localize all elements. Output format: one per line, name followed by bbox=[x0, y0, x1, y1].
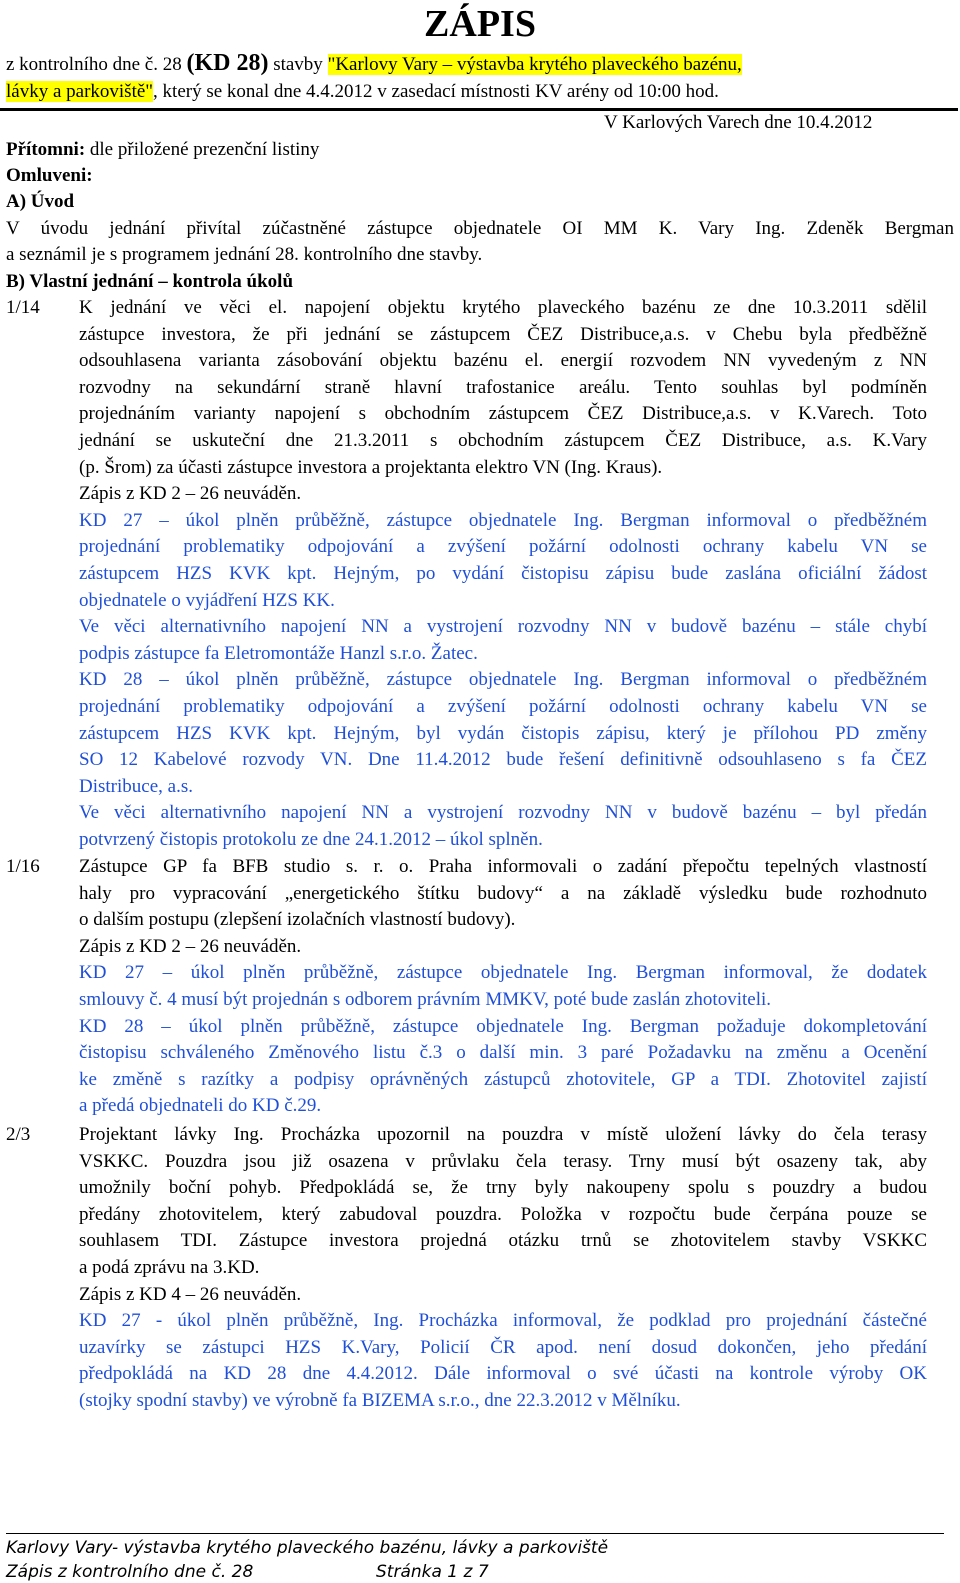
header-stavby: stavby bbox=[268, 54, 328, 75]
item-update-line: Ve věci alternativního napojení NN a vystrojení rozvodny NN v budově bazénu – stále chybí bbox=[79, 616, 927, 638]
intro-line: a seznámil je s programem jednání 28. kontrolního dne stavby. bbox=[6, 244, 483, 265]
section-b-heading: B) Vlastní jednání – kontrola úkolů bbox=[6, 271, 294, 292]
item-text-line: odsouhlasena varianta zásobování objektu bazénu el. energií rozvodem NN vyvedeným z NN bbox=[79, 350, 927, 372]
section-a-heading: A) Úvod bbox=[6, 191, 75, 212]
header-line-2 bbox=[6, 78, 719, 105]
item-update-line: projednání problematiky odpojování a zvýšení požární odolnosti ochrany kabelu VN se bbox=[79, 696, 927, 717]
item-text-line: VSKKC. Pouzdra jsou již osazena v průvlaku čela terasy. Trny musí být osazeny tak, aby bbox=[79, 1150, 927, 1172]
item-text-line: Zápis z KD 4 – 26 neuváděn. bbox=[79, 1283, 302, 1305]
excused-label: Omluveni: bbox=[6, 165, 93, 186]
document-title: ZÁPIS bbox=[424, 3, 536, 45]
item-update-line: podpis zástupce fa Eletromontáže Hanzl s.r.o. Žatec. bbox=[79, 642, 478, 664]
item-text-line: K jednání ve věci el. napojení objektu krytého plaveckého bazénu ze dne 10.3.2011 sdělil bbox=[79, 297, 927, 318]
item-text-line: Zápis z KD 2 – 26 neuváděn. bbox=[79, 483, 302, 505]
present-line bbox=[6, 137, 319, 163]
item-update-line: Ve věci alternativního napojení NN a vystrojení rozvodny NN v budově bazénu – byl předán bbox=[79, 802, 927, 824]
item-update-line: KD 27 - úkol plněn průběžně, Ing. Procházka informoval, že podklad pro projednání částečné bbox=[79, 1310, 927, 1332]
item-text-line: (p. Šrom) za účasti zástupce investora a projektanta elektro VN (Ing. Kraus). bbox=[79, 456, 663, 478]
item-text-line: Zápis z KD 2 – 26 neuváděn. bbox=[79, 935, 302, 957]
header-prefix: z kontrolního dne č. 28 bbox=[6, 54, 187, 75]
item-text-line: projednáním varianty napojení s obchodním zástupcem ČEZ Distribuce,a.s. v K.Varech. Toto bbox=[79, 403, 927, 425]
item-update-line: potvrzený čistopis protokolu ze dne 24.1.2012 – úkol splněn. bbox=[79, 829, 543, 850]
kd-number: (KD 28) bbox=[186, 50, 269, 76]
footer-page-number: Stránka 1 z 7 bbox=[376, 1562, 489, 1582]
item-update-line: KD 27 – úkol plněn průběžně, zástupce objednatele Ing. Bergman informoval, že dodatek bbox=[79, 962, 927, 984]
item-text-line: Zástupce GP fa BFB studio s. r. o. Praha informovali o zadání přepočtu tepelných vlastností bbox=[79, 856, 927, 877]
item-update-line: a předá objednateli do KD č.29. bbox=[79, 1095, 322, 1117]
item-update-line: čistopisu schváleného Změnového listu č.3 o další min. 3 paré Požadavku na změnu a Ocenění bbox=[79, 1042, 927, 1064]
project-name-highlight: "Karlovy Vary – výstavba krytého plaveckého bazénu, bbox=[327, 54, 742, 75]
place-date: V Karlových Varech dne 10.4.2012 bbox=[604, 112, 873, 133]
item-number: 2/3 bbox=[6, 1124, 31, 1145]
item-update-line: KD 28 – úkol plněn průběžně, zástupce objednatele Ing. Bergman požaduje dokompletování bbox=[79, 1015, 927, 1037]
header-line-1 bbox=[6, 50, 742, 78]
footer-rule bbox=[6, 1533, 944, 1534]
item-number: 1/14 bbox=[6, 297, 40, 318]
item-text-line: souhlasem TDI. Zástupce investora projedná otázku trnů se zhotovitelem stavby VSKKC bbox=[79, 1230, 927, 1252]
footer-project: Karlovy Vary- výstavba krytého plaveckého bazénu, lávky a parkoviště bbox=[6, 1538, 609, 1558]
item-text-line: umožnily boční pohyb. Předpokládá se, že trny byly nakoupeny spolu s pouzdry a budou bbox=[79, 1177, 927, 1199]
item-text-line: jednání se uskuteční dne 21.3.2011 s obchodním zástupcem ČEZ Distribuce, a.s. K.Vary bbox=[79, 430, 927, 451]
item-update-line: KD 27 – úkol plněn průběžně, zástupce objednatele Ing. Bergman informoval o předběžném bbox=[79, 509, 927, 531]
meeting-info: , který se konal dne 4.4.2012 v zasedací místnosti KV arény od 10:00 hod. bbox=[153, 81, 719, 102]
item-update-line: KD 28 – úkol plněn průběžně, zástupce objednatele Ing. Bergman informoval o předběžném bbox=[79, 669, 927, 691]
item-update-line: projednání problematiky odpojování a zvýšení požární odolnosti ochrany kabelu VN se bbox=[79, 536, 927, 558]
footer-record-label: Zápis z kontrolního dne č. 28 bbox=[6, 1562, 254, 1582]
item-update-line: předpokládá na KD 28 dne 4.4.2012. Dále informoval o své účasti na kontrole výroby OK bbox=[79, 1363, 927, 1385]
item-update-line: uzavírky se zástupci HZS K.Vary, Policií ČR apod. není dosud dokončen, jeho předání bbox=[79, 1336, 927, 1358]
item-update-line: ke změně s razítky a podpisy oprávněných zástupců zhotovitele, GP a TDI. Zhotovitel zajistí bbox=[79, 1068, 927, 1090]
item-number: 1/16 bbox=[6, 856, 40, 877]
item-text-line: Projektant lávky Ing. Procházka upozornil na pouzdra v místě uložení lávky do čela terasy bbox=[79, 1124, 927, 1145]
present-label: Přítomni: bbox=[6, 139, 86, 160]
item-text-line: rozvodny na sekundární straně hlavní trafostanice areálu. Tento souhlas byl podmíněn bbox=[79, 376, 927, 398]
item-text-line: a podá zprávu na 3.KD. bbox=[79, 1257, 260, 1278]
intro-line: V úvodu jednání přivítal zúčastněné zástupce objednatele OI MM K. Vary Ing. Zdeněk Bergman bbox=[6, 218, 954, 239]
item-update-line: zástupcem HZS KVK kpt. Hejným, byl vydán čistopis zápisu, který je přílohou PD změny bbox=[79, 722, 927, 744]
item-text-line: haly pro vypracování „energetického štítku budovy“ a na základě výsledku bude rozhodnuto bbox=[79, 882, 927, 904]
item-update-line: smlouvy č. 4 musí být projednán s odborem právním MMKV, poté bude zaslán zhotoviteli. bbox=[79, 989, 771, 1010]
item-update-line: zástupcem HZS KVK kpt. Hejným, po vydání čistopisu zápisu bude zaslána oficiální žádost bbox=[79, 563, 927, 584]
footer-record bbox=[6, 1561, 489, 1583]
item-text-line: zástupce investora, že při jednání se zástupcem ČEZ Distribuce,a.s. v Chebu byla předběžně bbox=[79, 323, 927, 345]
item-text-line: o dalším postupu (zlepšení izolačních vlastností budovy). bbox=[79, 909, 516, 931]
project-name-highlight-2: lávky a parkoviště" bbox=[6, 81, 154, 102]
item-update-line: SO 12 Kabelové rozvody VN. Dne 11.4.2012 bude řešení definitivně odsouhlaseno s fa ČEZ bbox=[79, 749, 927, 771]
item-text-line: předány zhotovitelem, který zabudoval pouzdra. Položka v rozpočtu bude čerpána pouze se bbox=[79, 1203, 927, 1225]
item-update-line: (stojky spodní stavby) ve výrobně fa BIZEMA s.r.o., dne 22.3.2012 v Mělníku. bbox=[79, 1390, 681, 1411]
item-update-line: objednatele o vyjádření HZS KK. bbox=[79, 589, 335, 611]
present-text: dle přiložené prezenční listiny bbox=[85, 139, 320, 160]
item-update-line: Distribuce, a.s. bbox=[79, 775, 193, 797]
